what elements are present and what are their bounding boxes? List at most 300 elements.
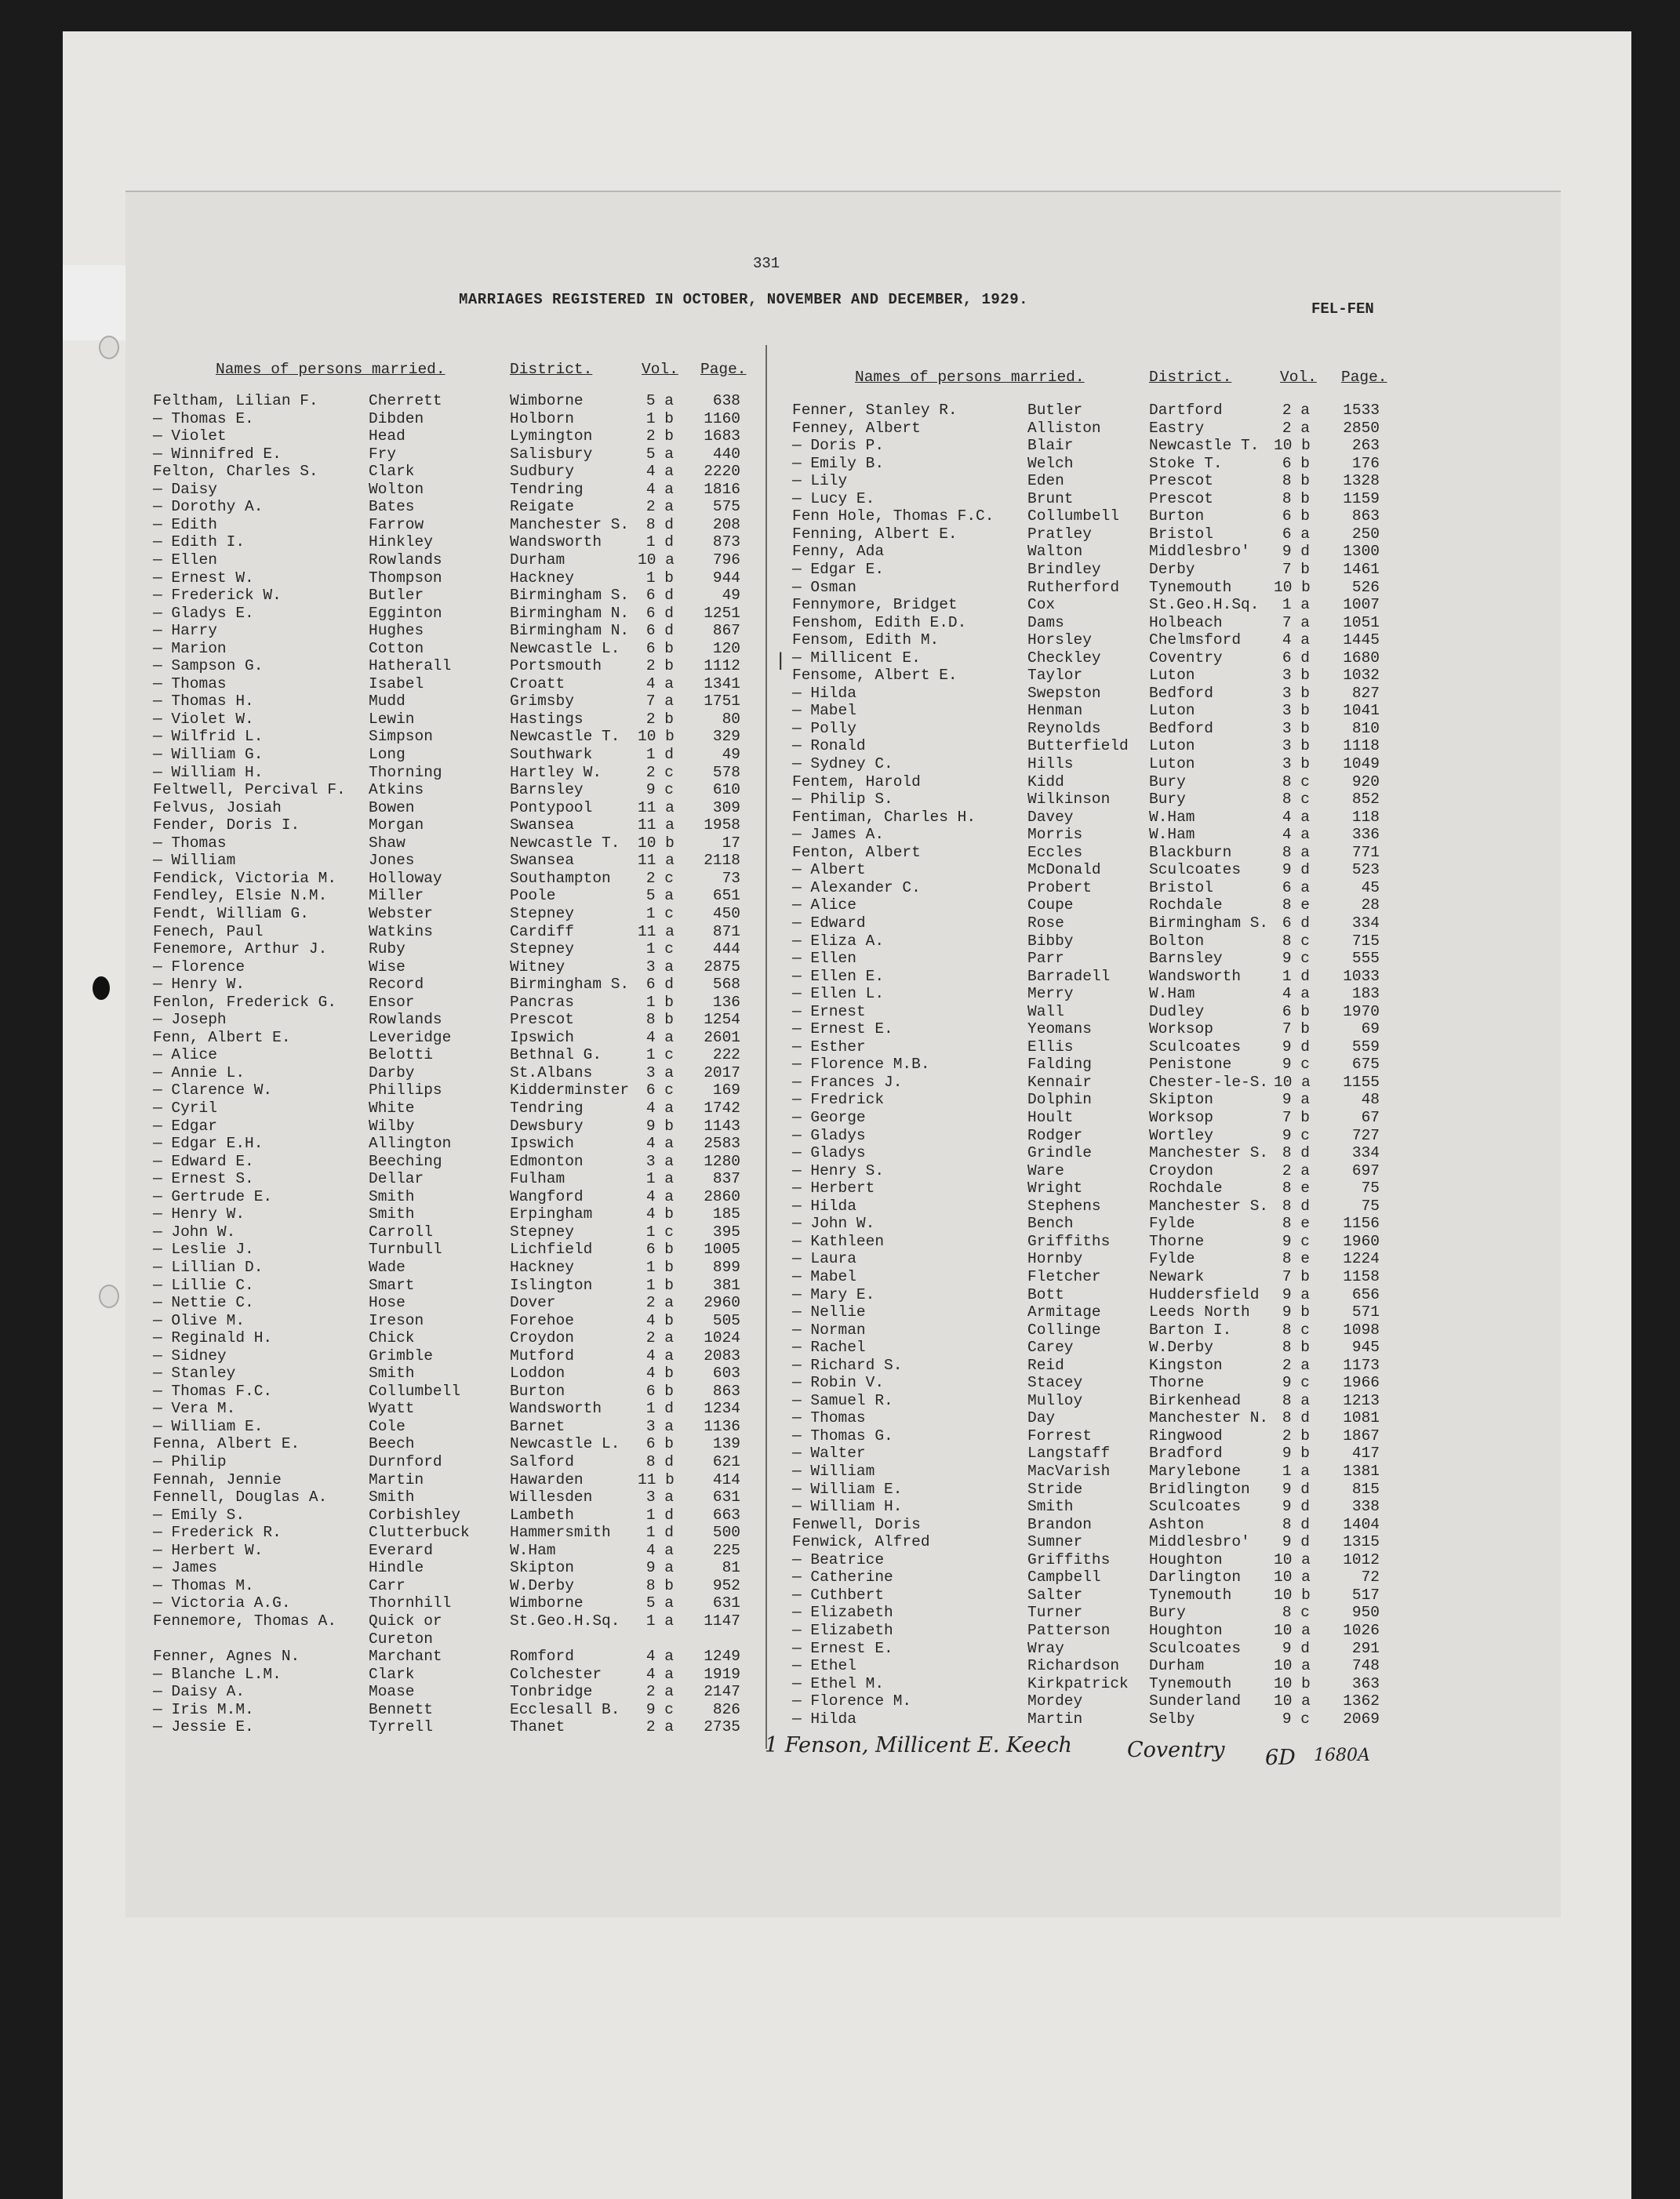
page-number-ref: 523 bbox=[1351, 861, 1380, 879]
person-name: Felton, Charles S. bbox=[153, 463, 318, 481]
volume-number: 8 d bbox=[1282, 1515, 1310, 1533]
person-name: — Ernest S. bbox=[153, 1170, 254, 1188]
person-name: — Millicent E. bbox=[792, 649, 921, 667]
spouse-surname: Davey bbox=[1027, 808, 1074, 826]
district-name: Barton I. bbox=[1149, 1321, 1232, 1339]
volume-number: 11 a bbox=[638, 852, 675, 870]
page-number-ref: 1136 bbox=[704, 1417, 740, 1435]
volume-number: 2 a bbox=[1282, 1161, 1310, 1179]
district-name: Tendring bbox=[510, 1100, 584, 1117]
spouse-surname: Henman bbox=[1027, 702, 1083, 720]
page-number-ref: 827 bbox=[1351, 684, 1380, 702]
spouse-surname: Ellis bbox=[1027, 1038, 1074, 1056]
page-number-ref: 1280 bbox=[704, 1152, 740, 1170]
volume-number: 6 b bbox=[1282, 1002, 1310, 1020]
page-number-ref: 250 bbox=[1351, 525, 1380, 543]
spouse-surname: Long bbox=[369, 746, 405, 763]
district-name: Grimsby bbox=[510, 692, 574, 711]
person-name: — Florence M.B. bbox=[792, 1056, 930, 1074]
person-name: — Herbert W. bbox=[153, 1541, 264, 1559]
district-name: Bury bbox=[1149, 791, 1186, 809]
district-name: Tendring bbox=[510, 480, 584, 498]
person-name: — Frederick R. bbox=[153, 1524, 282, 1542]
page-number-ref: 1381 bbox=[1343, 1463, 1380, 1480]
person-name: — Emily B. bbox=[792, 454, 885, 472]
district-name: Penistone bbox=[1149, 1056, 1232, 1074]
volume-number: 5 a bbox=[645, 1594, 674, 1612]
district-name: Thorne bbox=[1149, 1232, 1205, 1250]
volume-number: 5 a bbox=[645, 392, 674, 409]
page-number-ref: 568 bbox=[712, 976, 740, 994]
page-number-ref: 28 bbox=[1361, 896, 1380, 914]
page-number-ref: 2147 bbox=[704, 1683, 740, 1701]
volume-number: 10 a bbox=[1274, 1568, 1311, 1587]
person-name: Fenwell, Doris bbox=[792, 1515, 921, 1533]
district-name: Rochdale bbox=[1149, 896, 1223, 914]
person-name: Fenlon, Frederick G. bbox=[153, 993, 337, 1011]
spouse-surname: Smart bbox=[369, 1276, 415, 1294]
district-name: Tynemouth bbox=[1149, 1586, 1232, 1604]
volume-number: 8 c bbox=[1282, 932, 1310, 950]
person-name: — Ethel M. bbox=[792, 1674, 885, 1692]
person-name: Fenning, Albert E. bbox=[792, 525, 958, 543]
volume-number: 7 b bbox=[1282, 1109, 1310, 1126]
volume-number: 11 a bbox=[638, 816, 675, 834]
page-number-ref: 2083 bbox=[704, 1347, 740, 1365]
district-name: Birmingham S. bbox=[510, 976, 630, 994]
page-number-ref: 75 bbox=[1361, 1179, 1380, 1198]
page-number-ref: 771 bbox=[1351, 843, 1380, 861]
volume-number: 6 d bbox=[645, 622, 674, 640]
person-name: — Sampson G. bbox=[153, 657, 264, 675]
volume-number: 8 a bbox=[1282, 1391, 1310, 1409]
spouse-surname: Smith bbox=[369, 1488, 415, 1507]
person-name: — Gladys bbox=[792, 1126, 866, 1144]
person-name: Feltwell, Percival F. bbox=[153, 781, 346, 799]
page-number-ref: 500 bbox=[712, 1524, 740, 1542]
district-name: Luton bbox=[1149, 755, 1195, 772]
volume-number: 7 b bbox=[1282, 560, 1310, 578]
person-name: Fenner, Stanley R. bbox=[792, 402, 958, 419]
page-number-ref: 1461 bbox=[1343, 560, 1380, 578]
district-name: Portsmouth bbox=[510, 657, 602, 675]
page-number-ref: 414 bbox=[712, 1470, 740, 1488]
district-name: Lymington bbox=[510, 427, 593, 445]
district-name: Bradford bbox=[1149, 1445, 1223, 1463]
spouse-surname: Mordey bbox=[1027, 1692, 1083, 1710]
page-number-ref: 1251 bbox=[704, 604, 740, 622]
volume-number: 8 b bbox=[645, 1576, 674, 1594]
volume-number: 10 b bbox=[638, 834, 675, 852]
volume-number: 4 a bbox=[645, 1187, 674, 1205]
district-name: Lambeth bbox=[510, 1506, 574, 1524]
volume-number: 10 a bbox=[1274, 1692, 1311, 1710]
spouse-surname: Rowlands bbox=[369, 551, 442, 569]
person-name: — Blanche L.M. bbox=[153, 1665, 282, 1683]
spouse-surname: Clark bbox=[369, 463, 415, 481]
spouse-surname: Parr bbox=[1027, 950, 1064, 968]
page-number-ref: 208 bbox=[712, 515, 740, 533]
volume-number: 10 a bbox=[1274, 1621, 1311, 1639]
volume-number: 1 d bbox=[645, 746, 674, 763]
page-number-ref: 80 bbox=[722, 710, 740, 728]
page-number-ref: 555 bbox=[1351, 950, 1380, 968]
header-vol: Vol. bbox=[1280, 369, 1317, 386]
spouse-surname: Dolphin bbox=[1027, 1091, 1092, 1109]
spouse-surname: Ensor bbox=[369, 993, 415, 1011]
district-name: Sculcoates bbox=[1149, 1639, 1242, 1657]
volume-number: 2 a bbox=[645, 1683, 674, 1701]
page-number-ref: 2583 bbox=[704, 1135, 740, 1153]
volume-number: 1 d bbox=[645, 1400, 674, 1418]
page-number-ref: 1024 bbox=[704, 1329, 740, 1347]
page-number-ref: 1158 bbox=[1343, 1267, 1380, 1285]
district-name: Manchester S. bbox=[1149, 1144, 1269, 1162]
district-name: Birkenhead bbox=[1149, 1391, 1242, 1409]
page-number-ref: 417 bbox=[1351, 1445, 1380, 1463]
volume-number: 7 b bbox=[1282, 1020, 1310, 1038]
spouse-surname: Hornby bbox=[1027, 1250, 1083, 1268]
district-name: Worksop bbox=[1149, 1020, 1213, 1038]
person-name: — Polly bbox=[792, 719, 856, 737]
district-name: Willesden bbox=[510, 1488, 593, 1507]
handwritten-vol: 6D bbox=[1265, 1746, 1296, 1770]
person-name: — Gertrude E. bbox=[153, 1187, 273, 1205]
page-number-ref: 1007 bbox=[1343, 596, 1380, 614]
volume-number: 1 b bbox=[645, 569, 674, 587]
volume-number: 6 d bbox=[645, 976, 674, 994]
person-name: Fenn Hole, Thomas F.C. bbox=[792, 507, 995, 525]
page-number-ref: 899 bbox=[712, 1258, 740, 1276]
spouse-surname: Dams bbox=[1027, 613, 1064, 631]
district-name: Newcastle L. bbox=[510, 1435, 620, 1453]
volume-number: 8 c bbox=[1282, 772, 1310, 791]
spouse-surname: Corbishley bbox=[369, 1506, 461, 1524]
volume-number: 8 d bbox=[645, 515, 674, 533]
person-name: Fenshom, Edith E.D. bbox=[792, 613, 967, 631]
page-number-ref: 1680 bbox=[1343, 649, 1380, 667]
page-number-ref: 2118 bbox=[704, 852, 740, 870]
person-name: — William bbox=[792, 1463, 875, 1480]
spouse-surname: Taylor bbox=[1027, 667, 1083, 685]
volume-number: 3 b bbox=[1282, 684, 1310, 702]
person-name: — Violet W. bbox=[153, 710, 254, 728]
district-name: Croydon bbox=[510, 1329, 574, 1347]
spouse-surname: Morgan bbox=[369, 816, 424, 834]
person-name: — Thomas F.C. bbox=[153, 1382, 273, 1400]
district-name: Tynemouth bbox=[1149, 578, 1232, 596]
spouse-surname: Bench bbox=[1027, 1215, 1074, 1233]
person-name: — John W. bbox=[153, 1223, 236, 1241]
volume-number: 9 c bbox=[1282, 1232, 1310, 1250]
spouse-surname: Collinge bbox=[1027, 1321, 1101, 1339]
district-name: Stepney bbox=[510, 904, 574, 922]
page-number-ref: 863 bbox=[1351, 507, 1380, 525]
page-number-ref: 440 bbox=[712, 445, 740, 463]
volume-number: 5 a bbox=[645, 887, 674, 905]
district-name: Barnet bbox=[510, 1417, 565, 1435]
district-name: Sudbury bbox=[510, 463, 574, 481]
volume-number: 2 a bbox=[645, 498, 674, 516]
person-name: — Frances J. bbox=[792, 1073, 903, 1091]
page-number-ref: 2735 bbox=[704, 1718, 740, 1736]
page-number-ref: 1155 bbox=[1343, 1073, 1380, 1091]
district-name: Hawarden bbox=[510, 1470, 584, 1488]
person-name: — Alexander C. bbox=[792, 878, 921, 896]
page-number-ref: 1341 bbox=[704, 674, 740, 692]
page-number-ref: 225 bbox=[712, 1541, 740, 1559]
volume-number: 9 a bbox=[1282, 1285, 1310, 1303]
volume-number: 9 d bbox=[1282, 1038, 1310, 1056]
page-number-ref: 336 bbox=[1351, 826, 1380, 844]
volume-number: 4 a bbox=[645, 1665, 674, 1683]
spouse-surname: Thompson bbox=[369, 569, 442, 587]
page-number-ref: 1012 bbox=[1343, 1550, 1380, 1568]
volume-number: 4 a bbox=[1282, 808, 1310, 826]
volume-number: 3 b bbox=[1282, 667, 1310, 685]
person-name: — Walter bbox=[792, 1445, 866, 1463]
person-name: Fenton, Albert bbox=[792, 843, 921, 861]
page-number-ref: 826 bbox=[712, 1700, 740, 1718]
volume-number: 9 c bbox=[645, 781, 674, 799]
person-name: — Reginald H. bbox=[153, 1329, 273, 1347]
register-title: MARRIAGES REGISTERED IN OCTOBER, NOVEMBER AND DECEMBER, 1929. bbox=[459, 291, 1029, 308]
person-name: — Fredrick bbox=[792, 1091, 885, 1109]
volume-number: 2 b bbox=[645, 710, 674, 728]
spouse-surname: Forrest bbox=[1027, 1427, 1092, 1445]
person-name: — Lily bbox=[792, 472, 848, 490]
person-name: Fendley, Elsie N.M. bbox=[153, 887, 328, 905]
page-number-ref: 1156 bbox=[1343, 1215, 1380, 1233]
spouse-surname: Horsley bbox=[1027, 631, 1092, 649]
page-number-ref: 1919 bbox=[704, 1665, 740, 1683]
page-number-ref: 656 bbox=[1351, 1285, 1380, 1303]
person-name: — Annie L. bbox=[153, 1063, 245, 1081]
spouse-surname: Cox bbox=[1027, 596, 1056, 614]
page-number-ref: 1041 bbox=[1343, 702, 1380, 720]
district-name: Hackney bbox=[510, 569, 574, 587]
volume-number: 1 b bbox=[645, 1276, 674, 1294]
spouse-surname: Swepston bbox=[1027, 684, 1101, 702]
volume-number: 6 d bbox=[1282, 649, 1310, 667]
spouse-surname: Mulloy bbox=[1027, 1391, 1083, 1409]
district-name: Swansea bbox=[510, 816, 574, 834]
person-name: — Daisy A. bbox=[153, 1683, 245, 1701]
volume-number: 1 c bbox=[645, 1223, 674, 1241]
page-number-ref: 136 bbox=[712, 993, 740, 1011]
page-number-ref: 1533 bbox=[1343, 402, 1380, 419]
spouse-surname: Ireson bbox=[369, 1311, 424, 1329]
spouse-surname: Shaw bbox=[369, 834, 405, 852]
header-names: Names of persons married. bbox=[216, 361, 445, 378]
district-name: Ipswich bbox=[510, 1028, 574, 1046]
page-number-ref: 526 bbox=[1351, 578, 1380, 596]
spouse-surname: Wright bbox=[1027, 1179, 1083, 1198]
person-name: — Osman bbox=[792, 578, 856, 596]
person-name: — William E. bbox=[792, 1480, 903, 1498]
person-name: Fendt, William G. bbox=[153, 904, 309, 922]
spouse-surname: Butler bbox=[369, 587, 424, 605]
person-name: — Stanley bbox=[153, 1365, 236, 1383]
person-name: — Ernest E. bbox=[792, 1639, 893, 1657]
person-name: — Iris M.M. bbox=[153, 1700, 254, 1718]
district-name: Salford bbox=[510, 1453, 574, 1470]
volume-number: 3 b bbox=[1282, 702, 1310, 720]
page-number-ref: 1300 bbox=[1343, 543, 1380, 561]
header-district: District. bbox=[510, 361, 593, 378]
person-name: — Sydney C. bbox=[792, 755, 893, 772]
volume-number: 9 c bbox=[1282, 1126, 1310, 1144]
handwritten-page: 1680A bbox=[1314, 1746, 1370, 1765]
page-number-ref: 2017 bbox=[704, 1063, 740, 1081]
person-name: — James bbox=[153, 1559, 217, 1577]
district-name: Romford bbox=[510, 1648, 574, 1666]
district-name: St.Geo.H.Sq. bbox=[510, 1612, 620, 1630]
district-name: Chester-le-S. bbox=[1149, 1073, 1269, 1091]
district-name: Luton bbox=[1149, 737, 1195, 755]
page-number-ref: 950 bbox=[1351, 1604, 1380, 1622]
handwritten-entry: 1 Fenson, Millicent E. Keech bbox=[765, 1733, 1072, 1757]
page-number-ref: 450 bbox=[712, 904, 740, 922]
page-number-ref: 621 bbox=[712, 1453, 740, 1470]
person-name: — Thomas H. bbox=[153, 692, 254, 711]
person-name: — Edith I. bbox=[153, 533, 245, 551]
spouse-surname: Allington bbox=[369, 1135, 452, 1153]
volume-number: 9 b bbox=[1282, 1445, 1310, 1463]
district-name: Loddon bbox=[510, 1365, 565, 1383]
volume-number: 9 c bbox=[1282, 950, 1310, 968]
district-name: Swansea bbox=[510, 852, 574, 870]
volume-number: 9 b bbox=[645, 1117, 674, 1135]
person-name: — Thomas bbox=[792, 1409, 866, 1427]
district-name: Lichfield bbox=[510, 1241, 593, 1259]
page-number-ref: 263 bbox=[1351, 437, 1380, 455]
person-name: — Jessie E. bbox=[153, 1718, 254, 1736]
district-name: Skipton bbox=[510, 1559, 574, 1577]
volume-number: 3 b bbox=[1282, 719, 1310, 737]
person-name: Feltham, Lilian F. bbox=[153, 392, 318, 409]
volume-number: 4 b bbox=[645, 1205, 674, 1223]
spouse-surname: Day bbox=[1027, 1409, 1056, 1427]
volume-number: 6 b bbox=[1282, 507, 1310, 525]
person-name: — Sidney bbox=[153, 1347, 227, 1365]
page-number-ref: 444 bbox=[712, 940, 740, 958]
page-number-ref: 1362 bbox=[1343, 1692, 1380, 1710]
ink-blot bbox=[93, 976, 110, 1000]
person-name: — Ellen bbox=[792, 950, 856, 968]
district-name: Sculcoates bbox=[1149, 861, 1242, 879]
page-number-ref: 944 bbox=[712, 569, 740, 587]
volume-number: 3 a bbox=[645, 1488, 674, 1507]
spouse-surname: Dibden bbox=[369, 409, 424, 427]
district-name: Pontypool bbox=[510, 798, 593, 816]
spouse-surname: Phillips bbox=[369, 1081, 442, 1100]
volume-number: 5 a bbox=[645, 445, 674, 463]
spouse-surname: Webster bbox=[369, 904, 433, 922]
volume-number: 10 a bbox=[638, 551, 675, 569]
person-name: — William E. bbox=[153, 1417, 264, 1435]
page-number-ref: 1970 bbox=[1343, 1002, 1380, 1020]
volume-number: 9 c bbox=[1282, 1056, 1310, 1074]
district-name: Newcastle T. bbox=[510, 834, 620, 852]
volume-number: 4 a bbox=[1282, 631, 1310, 649]
volume-number: 1 a bbox=[1282, 596, 1310, 614]
spouse-surname: Marchant bbox=[369, 1648, 442, 1666]
page-number: 331 bbox=[753, 255, 780, 272]
district-name: Hastings bbox=[510, 710, 584, 728]
district-name: Southampton bbox=[510, 869, 611, 887]
person-name: — Rachel bbox=[792, 1339, 866, 1357]
district-name: Bury bbox=[1149, 772, 1186, 791]
spouse-surname: Rutherford bbox=[1027, 578, 1120, 596]
page-number-ref: 72 bbox=[1361, 1568, 1380, 1587]
volume-number: 6 b bbox=[645, 1435, 674, 1453]
page-number-ref: 222 bbox=[712, 1046, 740, 1064]
spouse-surname: Wise bbox=[369, 958, 405, 976]
person-name: — Gladys E. bbox=[153, 604, 254, 622]
page-number-ref: 49 bbox=[722, 587, 740, 605]
spouse-surname: Barradell bbox=[1027, 967, 1111, 985]
volume-number: 1 c bbox=[645, 1046, 674, 1064]
page-number-ref: 381 bbox=[712, 1276, 740, 1294]
person-name: — Violet bbox=[153, 427, 227, 445]
volume-number: 8 d bbox=[1282, 1409, 1310, 1427]
handwritten-district: Coventry bbox=[1127, 1738, 1225, 1762]
volume-number: 2 a bbox=[1282, 402, 1310, 419]
volume-number: 6 a bbox=[1282, 525, 1310, 543]
spouse-surname: Blair bbox=[1027, 437, 1074, 455]
spouse-surname: Rose bbox=[1027, 914, 1064, 932]
page-number-ref: 815 bbox=[1351, 1480, 1380, 1498]
volume-number: 2 b bbox=[645, 427, 674, 445]
spouse-surname: Campbell bbox=[1027, 1568, 1101, 1587]
spouse-surname: Rowlands bbox=[369, 1011, 442, 1029]
person-name: — Philip bbox=[153, 1453, 227, 1470]
spouse-surname: Holloway bbox=[369, 869, 442, 887]
volume-number: 6 b bbox=[1282, 454, 1310, 472]
page-number-ref: 1742 bbox=[704, 1100, 740, 1117]
volume-number: 1 a bbox=[645, 1612, 674, 1630]
person-name: Fenn, Albert E. bbox=[153, 1028, 291, 1046]
person-name: Fenemore, Arthur J. bbox=[153, 940, 328, 958]
district-name: Southwark bbox=[510, 746, 593, 763]
page-number-ref: 1051 bbox=[1343, 613, 1380, 631]
person-name: — Elizabeth bbox=[792, 1604, 893, 1622]
spouse-surname: Bowen bbox=[369, 798, 415, 816]
person-name: Fenney, Albert bbox=[792, 419, 921, 437]
district-name: Wandsworth bbox=[1149, 967, 1242, 985]
page-number-ref: 578 bbox=[712, 763, 740, 781]
page-number-ref: 48 bbox=[1361, 1091, 1380, 1109]
page-number-ref: 1249 bbox=[704, 1648, 740, 1666]
spouse-surname: Isabel bbox=[369, 674, 424, 692]
volume-number: 1 c bbox=[645, 904, 674, 922]
page-number-ref: 631 bbox=[712, 1488, 740, 1507]
spouse-surname: Ware bbox=[1027, 1161, 1064, 1179]
page-number-ref: 139 bbox=[712, 1435, 740, 1453]
volume-number: 3 b bbox=[1282, 755, 1310, 772]
page-number-ref: 663 bbox=[712, 1506, 740, 1524]
spouse-surname: Sumner bbox=[1027, 1533, 1083, 1551]
page-number-ref: 1254 bbox=[704, 1011, 740, 1029]
page-number-ref: 73 bbox=[722, 869, 740, 887]
volume-number: 2 c bbox=[645, 763, 674, 781]
district-name: Stepney bbox=[510, 1223, 574, 1241]
volume-number: 1 d bbox=[645, 1506, 674, 1524]
person-name: — Edgar bbox=[153, 1117, 217, 1135]
spouse-surname: Alliston bbox=[1027, 419, 1101, 437]
district-name: Hackney bbox=[510, 1258, 574, 1276]
